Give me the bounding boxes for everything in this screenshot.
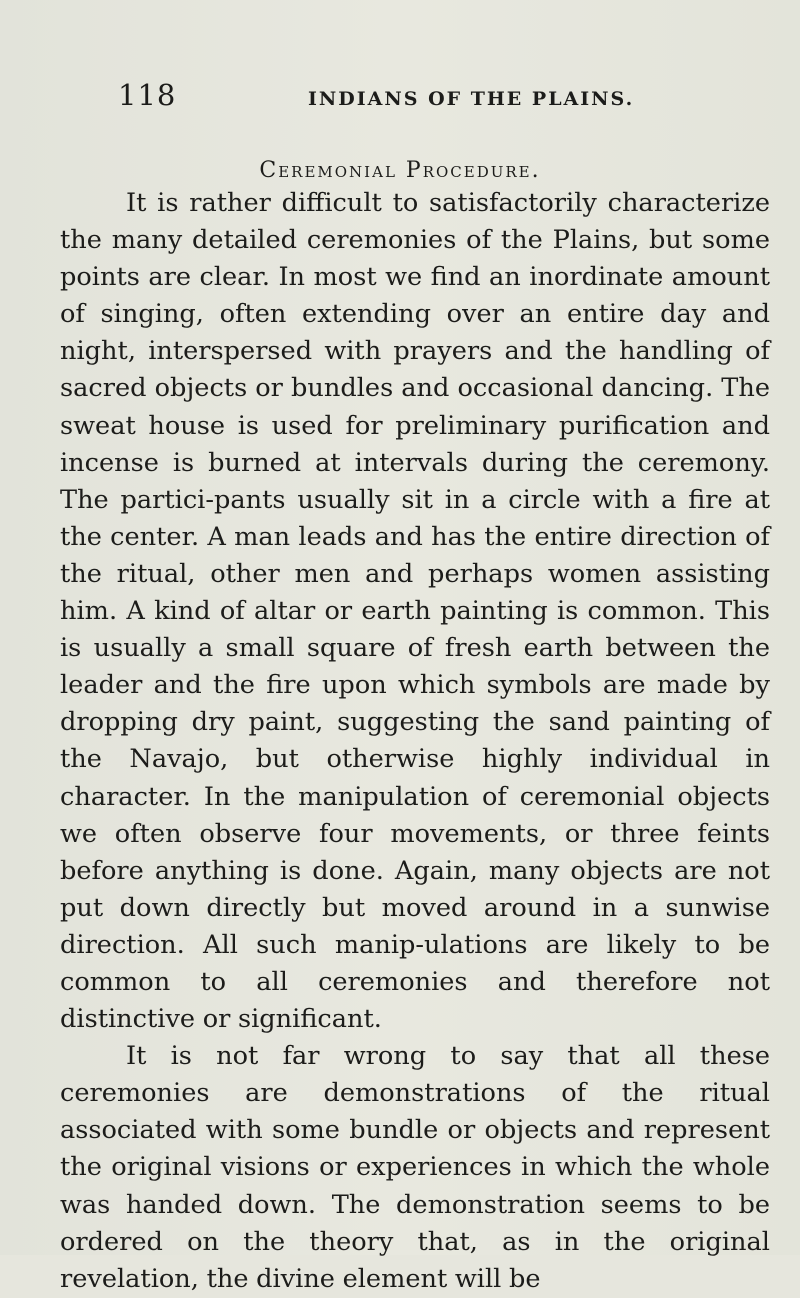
paragraph: It is rather difficult to satisfactorily characterize the many detailed ceremonies of the Plains, but some points are clear. In most we find an inordinate amount of singing, often extending over an entire day and night, interspersed with prayers and the handling of sacred objects or bundles and occasional dancing. The sweat house is used for preliminary purification and incense is burned at intervals during the ceremony. The partici-pants usually sit in a circle with a fire at the center. A man leads and has the entire direction of the ritual, other men and perhaps women assisting him. A kind of altar or earth painting is common. This is usually a small square of fresh earth between the leader and the fire upon which symbols are made by dropping dry paint, suggesting the sand painting of the Navajo, but otherwise highly individual in character. In the manipulation of ceremonial objects we often observe four movements, or three feints before anything is done. Again, many objects are not put down directly but moved around in a sunwise direction. All such manip-ulations are likely to be common to all ceremonies and therefore not distinctive or significant.	[60, 188, 770, 1035]
running-header	[118, 78, 738, 114]
paragraph: It is not far wrong to say that all these ceremonies are demonstrations of the ritual associated with some bundle or objects and represent the original visions or experiences in which the whole was handed down. The demonstration seems to be ordered on the theory that, as in the original revelation, the divine element will be	[60, 1041, 770, 1294]
body-text	[60, 185, 770, 1298]
running-title: INDIANS OF THE PLAINS.	[308, 88, 635, 110]
page-number: 118	[118, 78, 177, 112]
section-title: Ceremonial Procedure.	[259, 158, 541, 183]
